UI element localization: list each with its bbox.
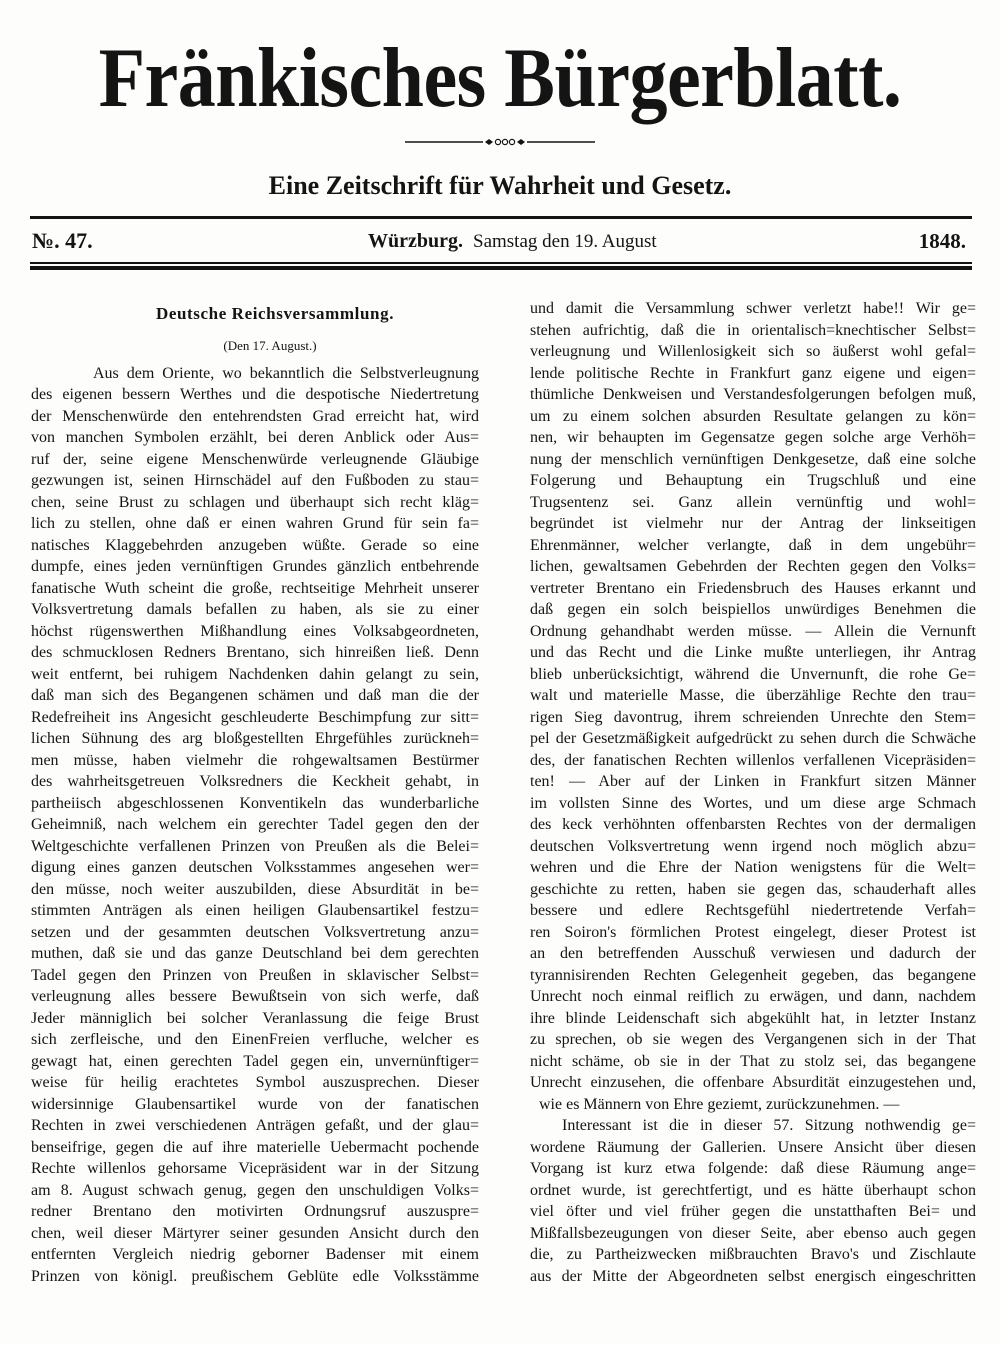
text-line: an den betreffenden Ausschuß verwiesen und dadurch der bbox=[530, 945, 976, 962]
text-line: digung eines ganzen deutschen Volksstammes angesehen wer= bbox=[31, 859, 479, 876]
text-line: Geheimniß, nach welchem ein gerechter Tadel gegen den der bbox=[31, 816, 479, 833]
text-line: Volksvertretung damals befallen zu haben, als sie zu einer bbox=[31, 601, 479, 618]
text-line: aus der Mitte der Abgeordneten selbst energisch eingeschritten bbox=[530, 1267, 976, 1285]
text-line: chen, seine Brust zu schlagen und überhaupt sich recht kläg= bbox=[31, 493, 479, 511]
text-line: Interessant ist die in dieser 57. Sitzung nothwendig ge= bbox=[562, 1117, 976, 1134]
issue-place: Würzburg. bbox=[368, 230, 463, 252]
text-line: des, der fanatischen Rechten willenlos verfallenen Vicepräsiden= bbox=[530, 751, 976, 769]
text-line: dumpfe, eines jeden vernünftigen Grundes gänzlich entbehrende bbox=[31, 558, 479, 575]
text-line: Unrecht noch einmal reiflich zu erwägen, und dann, nachdem bbox=[530, 988, 976, 1005]
text-line: stehen aufrichtig, daß die in orientalisch=knechtischer Selbst= bbox=[530, 321, 976, 339]
text-line: benseifrige, gegen die auf ihre materielle Uebermacht pochende bbox=[31, 1138, 479, 1156]
text-line: verleugnung und Willenlosigkeit sich so äußerst wohl gefal= bbox=[530, 343, 976, 360]
text-line: des schmucklosen Redners Brentano, sich hinreißen ließ. Denn bbox=[31, 644, 479, 661]
text-line: Vorgang ist kurz etwa folgende: daß diese Räumung ange= bbox=[530, 1160, 976, 1177]
article-dateline: (Den 17. August.) bbox=[223, 338, 317, 353]
text-line: deutschen Volksvertretung wenn irgend noch möglich abzu= bbox=[530, 837, 976, 855]
column-body bbox=[530, 298, 976, 1287]
text-line: und damit die Versammlung schwer verletzt habe!! Wir ge= bbox=[530, 300, 976, 317]
issue-date: Samstag den 19. August bbox=[473, 231, 657, 252]
masthead-subtitle: Eine Zeitschrift für Wahrheit und Gesetz. bbox=[268, 171, 732, 200]
text-line: ren Soiron's förmlichen Protest eingelegt, dieser Protest ist bbox=[530, 923, 976, 941]
text-line: nen, wir behaupten im Gegensatze gegen solche arge Verhöh= bbox=[530, 429, 976, 446]
text-line: wie es Männern von Ehre geziemt, zurückzunehmen. — bbox=[539, 1095, 900, 1113]
text-line: ruf der, seine eigene Menschenwürde verleugnende Gläubige bbox=[31, 450, 479, 468]
ornament-divider-icon bbox=[405, 135, 595, 149]
text-line: entfernten Vergleich niedrig geborner Badenser mit einem bbox=[31, 1246, 479, 1263]
text-line: die, zu Partheizwecken mißbrauchten Bravo's und Zischlaute bbox=[530, 1246, 976, 1263]
text-line: daß gegen ein solch beispiellos unwürdiges Benehmen die bbox=[530, 601, 976, 618]
text-line: des keck verhöhnten offenbarsten Rechtes von der dermaligen bbox=[530, 816, 976, 833]
text-line: daß man sich des Begangenen schämen und daß man die der bbox=[31, 687, 479, 704]
text-line: stimmten Anträgen als einen heiligen Glaubensartikel festzu= bbox=[31, 902, 479, 919]
text-line: und das Recht und die Linke mußte unterliegen, ihr Antrag bbox=[530, 644, 976, 661]
text-line: Unrecht einzusehen, die offenbare Absurdität einzugestehen und, bbox=[530, 1074, 976, 1091]
text-line: bessere und edlere Rechtsgefühl niedertretende Verfah= bbox=[530, 902, 976, 919]
text-line: pel der Gesetzmäßigkeit aufgedrückt zu sehen durch die Schwäche bbox=[530, 730, 976, 747]
text-line: walt und materielle Masse, die überzählige Rechte den trau= bbox=[530, 687, 976, 704]
text-line: weise für heilig erachtetes Symbol auszusprechen. Dieser bbox=[31, 1074, 479, 1091]
text-line: tyrannisirenden Rechten Gelegenheit gegeben, das begangene bbox=[530, 966, 976, 984]
text-line: Ehrenmänner, welcher verlangte, daß in dem ungebühr= bbox=[530, 536, 976, 554]
text-line: chen, weil dieser Märtyrer seiner gesunden Ansicht durch den bbox=[31, 1224, 479, 1242]
text-line: lich zu stellen, ohne daß er einen wahren Grund für sein fa= bbox=[31, 515, 479, 532]
text-line: des eigenen bessern Werthes und die despotische Niedertretung bbox=[31, 386, 479, 403]
text-line: blieb unberücksichtigt, während die Unvernunft, die rohe Ge= bbox=[530, 665, 976, 683]
text-line: muthen, daß sie und das ganze Deutschland bei dem gerechten bbox=[31, 945, 479, 962]
text-line: rigen Sieg davontrug, ihrem schreienden Unrechte den Stem= bbox=[530, 708, 976, 726]
text-line: lichen Sühnung des arg bloßgestellten Ehrgefühles zurückneh= bbox=[31, 730, 479, 747]
text-line: vertreter Brentano ein Friedensbruch des Hauses erkannt und bbox=[530, 579, 976, 597]
text-line: den müsse, noch weiter auszubilden, diese Absurdität in be= bbox=[31, 880, 479, 898]
text-line: Prinzen von königl. preußischem Geblüte edle Volksstämme bbox=[31, 1267, 479, 1285]
text-line: begründet ist vielmehr nur der Antrag der linkseitigen bbox=[530, 515, 976, 532]
text-line: Trugsentenz sei. Ganz allein vernünftig und wohl= bbox=[530, 493, 976, 511]
text-line: Mißfallsbezeugungen von dieser Seite, aber ebenso auch gegen bbox=[530, 1224, 976, 1242]
text-line: ordnet wurde, ist gerechtfertigt, und es hätte überhaupt schon bbox=[530, 1181, 976, 1199]
text-line: ihre blinde Leidenschaft sich abgekühlt hat, in letzter Instanz bbox=[530, 1009, 976, 1027]
text-line: gezwungen ist, seinen Hirnschädel auf den Fußboden zu stau= bbox=[31, 472, 479, 489]
paragraph bbox=[31, 363, 479, 1288]
text-line: verleugnung alles bessere Bewußtsein von sich werfe, daß bbox=[31, 988, 479, 1005]
text-line: wehren und die Ehre der Nation wenigstens für die Welt= bbox=[530, 859, 976, 876]
text-line: natisches Klaggebehrden anzugeben wüßte. Gerade so eine bbox=[31, 536, 479, 554]
text-line: gewagt hat, einen gerechten Tadel gegen ein, unvernünftiger= bbox=[31, 1052, 479, 1070]
text-line: Aus dem Oriente, wo bekanntlich die Selbstverleugnung bbox=[93, 364, 479, 382]
text-line: Redefreiheit ins Angesicht geschleuderte Beschimpfung zur sitt= bbox=[31, 708, 479, 726]
rule-top bbox=[30, 216, 972, 219]
text-line: Folgerung und Behauptung ein Trugschluß und eine bbox=[530, 472, 976, 489]
text-line: nung der menschlich vernünftigen Denkgesetze, daß eine solche bbox=[530, 450, 976, 468]
article-column-right bbox=[530, 298, 976, 1287]
issue-year: 1848. bbox=[918, 229, 966, 253]
text-line: viel öfter und viel früher gegen die unstatthaften Bei= und bbox=[530, 1203, 976, 1220]
text-line: am 8. August schwach genug, gegen den unschuldigen Volks= bbox=[31, 1181, 479, 1199]
text-line: sich zerfleische, und den EinenFreien verfluche, welcher es bbox=[31, 1031, 479, 1048]
masthead-title: Fränkisches Bürgerblatt. bbox=[98, 30, 902, 126]
text-line: des wahrheitsgetreuen Volksredners die Keckheit gehabt, in bbox=[31, 773, 479, 790]
article-heading: Deutsche Reichsversammlung. bbox=[155, 304, 395, 323]
text-line: um zu einem solchen absurden Resultate gelangen zu kön= bbox=[530, 407, 976, 425]
text-line: weit entfernt, bei ruhigem Nachdenken dahin gelangt zu sein, bbox=[31, 665, 479, 683]
paragraph bbox=[530, 1115, 976, 1287]
text-line: men müsse, haben vielmehr die rohgewaltsamen Bestürmer bbox=[31, 751, 479, 769]
paragraph bbox=[530, 298, 976, 1115]
text-line: höchst rügenswerthen Mißhandlung eines Volksabgeordneten, bbox=[31, 622, 479, 640]
text-line: redner Brentano den motivirten Ordnungsruf auszuspre= bbox=[31, 1203, 479, 1220]
text-line: Rechte willenlos gehorsame Vicepräsident war in der Sitzung bbox=[31, 1160, 479, 1177]
text-line: lichen, gewaltsamen Gebehrden der Rechten gegen den Volks= bbox=[530, 558, 976, 575]
issue-number: №. 47. bbox=[32, 228, 93, 253]
text-line: im vollsten Sinne des Wortes, und um diese arge Schmach bbox=[530, 794, 976, 812]
text-line: von manchen Symbolen erzählt, bei deren Anblick oder Aus= bbox=[31, 429, 479, 446]
rule-bottom-thick bbox=[30, 266, 972, 270]
text-line: zu sprechen, ob sie wegen des Vergangenen sich in der That bbox=[530, 1031, 976, 1048]
issue-line bbox=[0, 228, 1000, 254]
text-line: der Menschenwürde den entehrendsten Grad erreicht hat, wird bbox=[31, 407, 479, 425]
column-body bbox=[31, 363, 479, 1288]
text-line: Rechten in zwei verschiedenen Anträgen gefaßt, und der glau= bbox=[31, 1117, 479, 1134]
text-line: Weltgeschichte verfallenen Prinzen von Preußen als die Belei= bbox=[31, 837, 479, 855]
article-column-left bbox=[31, 298, 479, 1287]
text-line: Jeder männiglich bei solcher Veranlassung die feige Brust bbox=[31, 1009, 479, 1027]
text-line: partheiisch abgeschlossenen Konventikeln das wunderbarliche bbox=[31, 794, 479, 812]
issue-place-date bbox=[368, 228, 657, 256]
text-line: nicht schäme, ob sie in der That zu stolz sei, das begangene bbox=[530, 1052, 976, 1070]
rule-bottom-thin bbox=[30, 262, 972, 264]
text-line: geschichte zu retten, haben sie gegen das, schauderhaft alles bbox=[530, 880, 976, 898]
text-line: Ordnung gehandhabt werden müsse. — Allein die Vernunft bbox=[530, 622, 976, 640]
text-line: ten! — Aber auf der Linken in Frankfurt sitzen Männer bbox=[530, 773, 976, 790]
text-line: fanatische Wuth scheint die große, rechtseitige Mehrheit unserer bbox=[31, 579, 479, 597]
text-line: setzen und der gesammten deutschen Volksvertretung anzu= bbox=[31, 923, 479, 941]
text-line: wordene Räumung der Gallerien. Unsere Ansicht über diesen bbox=[530, 1138, 976, 1156]
text-line: lende politische Rechte in Frankfurt ganz eigene und eigen= bbox=[530, 364, 976, 382]
text-line: widersinnige Glaubensartikel wurde von der fanatischen bbox=[31, 1095, 479, 1113]
text-line: Tadel gegen den Prinzen von Preußen in sklavischer Selbst= bbox=[31, 966, 479, 984]
text-line: thümliche Denkweisen und Verstandesfolgerungen befolgen muß, bbox=[530, 386, 976, 403]
